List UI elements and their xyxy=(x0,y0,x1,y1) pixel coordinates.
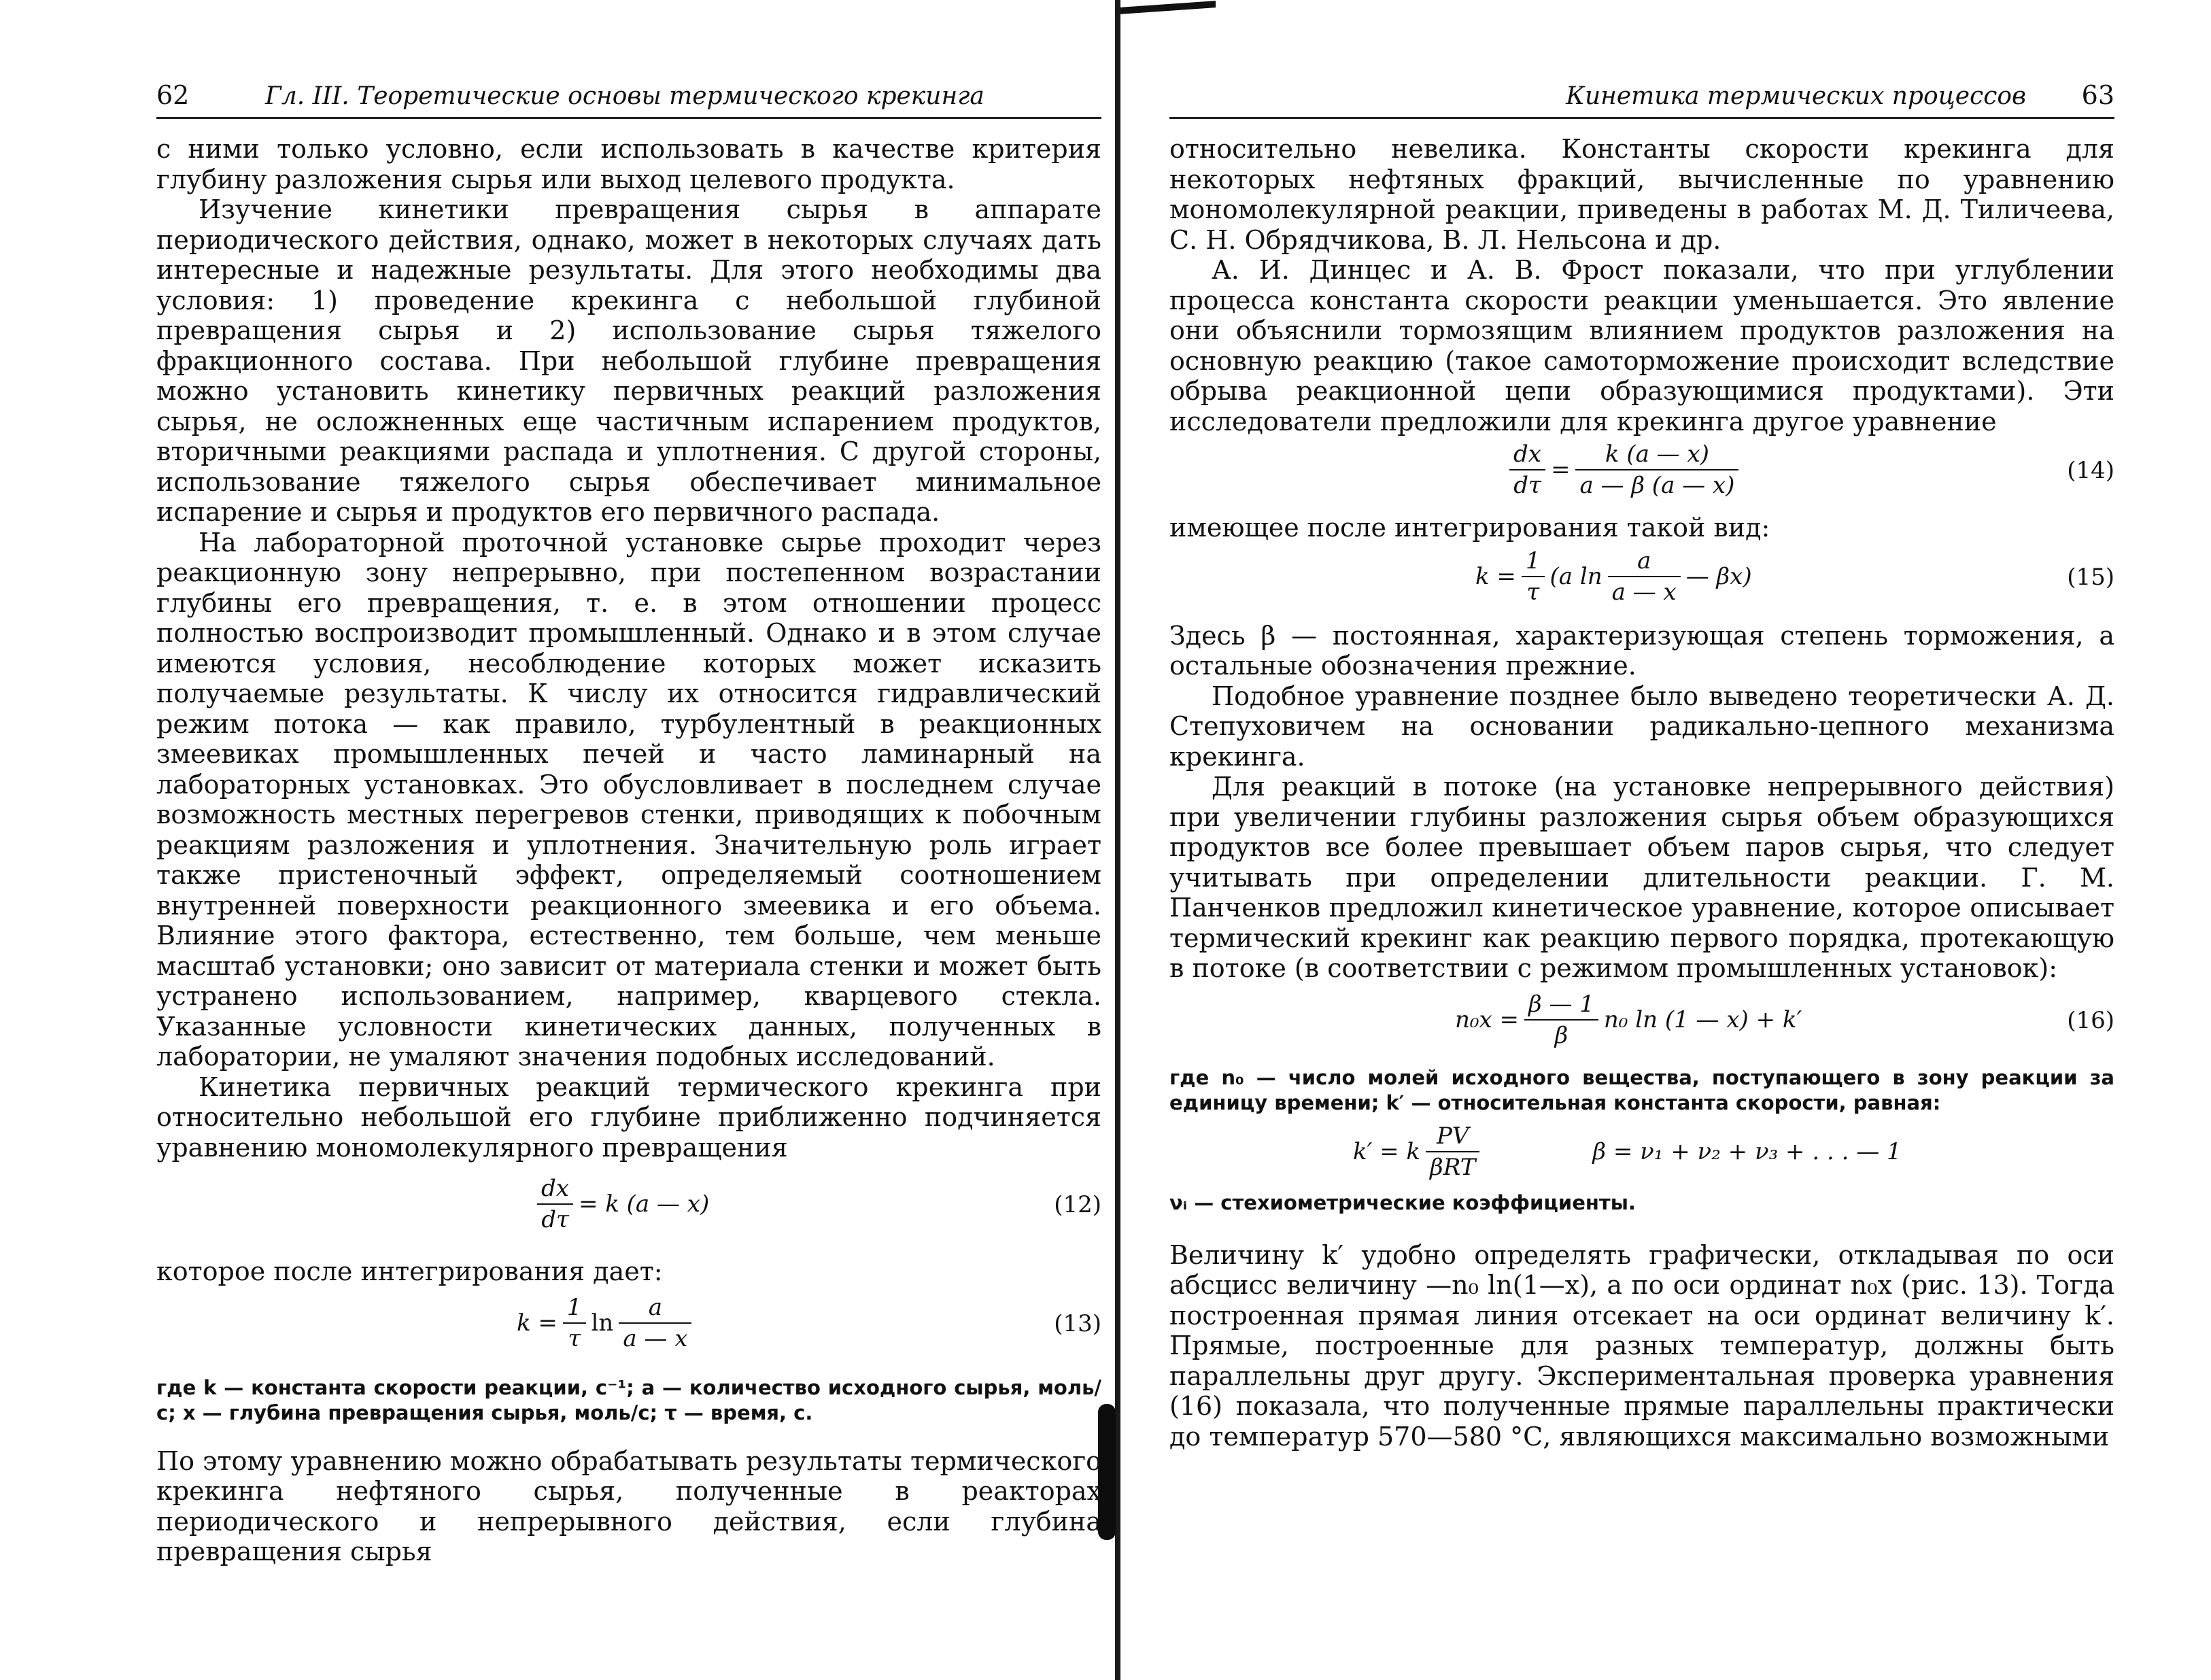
running-title: Гл. III. Теоретические основы термического крекинга xyxy=(265,82,984,110)
paragraph: которое после интегрирования дает: xyxy=(156,1256,663,1286)
equation-k-prime: k′ = k $\frac{PV}{\text{βRT}}$ β = ν₁ + ν₂ + ν₃ + . . . — 1 xyxy=(1353,1122,1902,1181)
paragraph: Для реакций в потоке (на установке непрерывного действия) при увеличении глубины разложения сырья объем образующихся продуктов все более превышает объем паров сырья, что следует учитывать при определении длительности реакции. Г. М. Панченков предложил кинетическое уравнение, которое описывает термический крекинг как реакцию первого порядка, протекающую в потоке (в соответствии с режимом промышленных установок): xyxy=(1169,772,2114,983)
equation-label: (14) xyxy=(2067,457,2114,484)
equation-12: $\frac{dx}{d\tau}$ = k (a — x) (12) xyxy=(156,1175,1101,1240)
equation-note: где k — константа скорости реакции, с⁻¹; a — количество исходного сырья, моль/с; x — глубина превращения сырья, моль/с; τ — время, с. xyxy=(156,1375,1101,1424)
equation-label: (12) xyxy=(1054,1191,1101,1218)
left-running-header xyxy=(156,75,1101,119)
equation-16: n₀x = $\frac{\beta — 1}{\beta}$ n₀ ln (1 — x) + k′ (16) xyxy=(1455,990,2114,1049)
equation-label: (13) xyxy=(1054,1309,1101,1337)
book-spine xyxy=(1115,0,1120,1680)
fraction: $\frac{dx}{d\tau}$ xyxy=(537,1175,573,1233)
paragraph: Подобное уравнение позднее было выведено теоретически А. Д. Степуховичем на основании радикально-цепного механизма крекинга. xyxy=(1169,681,2114,772)
equation-15: k = $\frac{1}{\tau}$ (a ln $\frac{a}{a — x}$ — βx) (15) xyxy=(1475,547,2114,606)
equation-label: (16) xyxy=(2067,1006,2114,1034)
left-page xyxy=(156,75,1101,1567)
paragraph: А. И. Динцес и А. В. Фрост показали, что при углублении процесса константа скорости реакции уменьшается. Это явление они объяснили тормозящим влиянием продуктов разложения на основную реакцию (такое самоторможение происходит вследствие обрыва реакционной цепи образующимися продуктами). Эти исследователи предложили для крекинга другое уравнение xyxy=(1169,255,2114,436)
equation-13: k = $\frac{1}{\tau}$ ln $\frac{a}{a — x}$ (13) xyxy=(517,1293,1101,1352)
paragraph: имеющее после интегрирования такой вид: xyxy=(1169,513,1770,543)
paragraph: Величину k′ удобно определять графически, откладывая по оси абсцисс величину —n₀ ln(1—x), а по оси ординат n₀x (рис. 13). Тогда построенная прямая линия отсекает на оси ординат величину k′. Прямые, построенные для разных температур, должны быть параллельны друг другу. Экспериментальная проверка уравнения (16) показала, что полученные прямые параллельны практически до температур 570—580 °С, являющихся максимально возможными xyxy=(1169,1239,2114,1452)
paragraph: Изучение кинетики превращения сырья в аппарате периодического действия, однако, может в некоторых случаях дать интересные и надежные результаты. Для этого необходимы два условия: 1) проведение крекинга с небольшой глубиной превращения сырья и 2) использование сырья тяжелого фракционного состава. При небольшой глубине превращения можно установить кинетику первичных реакций разложения сырья, не осложненных еще частичным испарением продуктов, вторичными реакциями распада и уплотнения. С другой стороны, использование тяжелого сырья обеспечивает минимальное испарение и сырья и продуктов его первичного распада. xyxy=(156,194,1101,527)
equation-14: $\frac{dx}{d\tau}$ = $\frac{k (a — x)}{a — \beta (a — x)}$ (14) xyxy=(1169,441,2114,506)
paragraph: Кинетика первичных реакций термического крекинга при относительно небольшой его глубине приближенно подчиняется уравнению мономолекулярного превращения xyxy=(156,1072,1101,1163)
page-number: 62 xyxy=(156,80,190,110)
running-title: Кинетика термических процессов xyxy=(1566,82,2026,110)
right-page xyxy=(1169,75,2114,1452)
equation-note: νᵢ — стехиометрические коэффициенты. xyxy=(1169,1190,1636,1214)
equation-note: где n₀ — число молей исходного вещества, поступающего в зону реакции за единицу времени; k′ — относительная константа скорости, равная: xyxy=(1169,1065,2114,1114)
right-running-header xyxy=(1169,75,2114,119)
paragraph: относительно невелика. Константы скорости крекинга для некоторых нефтяных фракций, вычисленные по уравнению мономолекулярной реакции, приведены в работах М. Д. Тиличеева, С. Н. Обрядчикова, В. Л. Нельсона и др. xyxy=(1169,134,2114,255)
paragraph: Здесь β — постоянная, характеризующая степень торможения, а остальные обозначения прежние. xyxy=(1169,620,2114,681)
page-fold-mark xyxy=(1120,1,1216,14)
equation-label: (15) xyxy=(2067,563,2114,591)
paragraph: с ними только условно, если использовать в качестве критерия глубину разложения сырья или выход целевого продукта. xyxy=(156,134,1101,194)
paragraph: По этому уравнению можно обрабатывать результаты термического крекинга нефтяного сырья, полученные в реакторах периодического и непрерывного действия, если глубина превращения сырья xyxy=(156,1445,1101,1566)
paragraph: На лабораторной проточной установке сырье проходит через реакционную зону непрерывно, при постепенном возрастании глубины его превращения, т. е. в этом отношении процесс полностью воспроизводит промышленный. Однако и в этом случае имеются условия, несоблюдение которых может исказить получаемые результаты. К числу их относится гидравлический режим потока — как правило, турбулентный в реакционных змеевиках промышленных печей и часто ламинарный на лабораторных установках. Это обусловливает в последнем случае возможность местных перегревов стенки, приводящих к побочным реакциям разложения и уплотнения. Значительную роль играет также пристеночный эффект, определяемый соотношением внутренней поверхности реакционного змеевика и его объема. Влияние этого фактора, естественно, тем больше, чем меньше масштаб установки; оно зависит от материала стенки и может быть устранено использованием, например, кварцевого стекла. Указанные условности кинетических данных, полученных в лаборатории, не умаляют значения подобных исследований. xyxy=(156,527,1101,1072)
page-number: 63 xyxy=(2081,80,2114,110)
